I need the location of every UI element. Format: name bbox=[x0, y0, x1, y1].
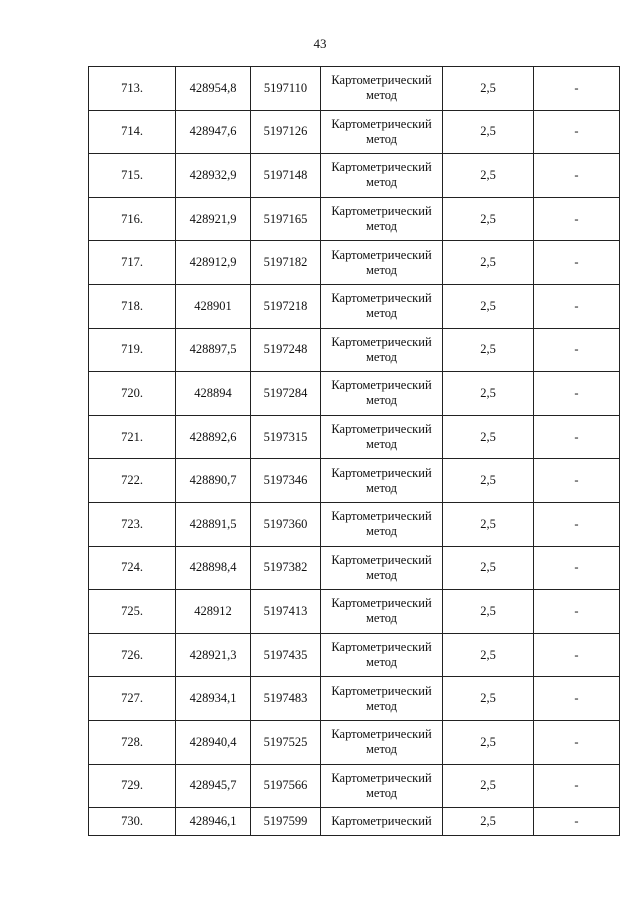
x-coordinate-cell: 428901 bbox=[176, 284, 251, 328]
y-coordinate-cell: 5197218 bbox=[251, 284, 321, 328]
method-text: Картометрический метод bbox=[331, 160, 432, 190]
method-text: Картометрический метод bbox=[331, 770, 432, 800]
point-number-cell: 722. bbox=[89, 459, 176, 503]
description-cell: - bbox=[534, 197, 620, 241]
description-cell: - bbox=[534, 372, 620, 416]
method-text: Картометрический метод bbox=[331, 727, 432, 757]
point-number-cell: 716. bbox=[89, 197, 176, 241]
x-coordinate-cell: 428892,6 bbox=[176, 415, 251, 459]
table-row bbox=[89, 459, 620, 503]
x-coordinate-cell: 428912,9 bbox=[176, 241, 251, 285]
page-number: 43 bbox=[313, 36, 327, 51]
method-cell bbox=[321, 67, 443, 111]
method-text: Картометрический bbox=[331, 814, 432, 829]
point-number-cell: 719. bbox=[89, 328, 176, 372]
method-text: Картометрический метод bbox=[331, 596, 432, 626]
method-text: Картометрический метод bbox=[331, 509, 432, 539]
point-number-cell: 725. bbox=[89, 590, 176, 634]
point-number-cell: 728. bbox=[89, 720, 176, 764]
table-row bbox=[89, 67, 620, 111]
method-cell bbox=[321, 459, 443, 503]
x-coordinate-cell: 428940,4 bbox=[176, 720, 251, 764]
y-coordinate-cell: 5197382 bbox=[251, 546, 321, 590]
method-cell bbox=[321, 372, 443, 416]
y-coordinate-cell: 5197284 bbox=[251, 372, 321, 416]
precision-cell: 2,5 bbox=[443, 459, 534, 503]
y-coordinate-cell: 5197248 bbox=[251, 328, 321, 372]
description-cell: - bbox=[534, 110, 620, 154]
precision-cell: 2,5 bbox=[443, 241, 534, 285]
y-coordinate-cell: 5197346 bbox=[251, 459, 321, 503]
method-text: Картометрический метод bbox=[331, 378, 432, 408]
table-row bbox=[89, 372, 620, 416]
precision-cell: 2,5 bbox=[443, 67, 534, 111]
method-cell bbox=[321, 197, 443, 241]
point-number-cell: 726. bbox=[89, 633, 176, 677]
method-text: Картометрический метод bbox=[331, 116, 432, 146]
precision-cell: 2,5 bbox=[443, 590, 534, 634]
y-coordinate-cell: 5197599 bbox=[251, 808, 321, 836]
point-number-cell: 721. bbox=[89, 415, 176, 459]
method-text: Картометрический метод bbox=[331, 683, 432, 713]
table-row bbox=[89, 502, 620, 546]
x-coordinate-cell: 428897,5 bbox=[176, 328, 251, 372]
y-coordinate-cell: 5197435 bbox=[251, 633, 321, 677]
precision-cell: 2,5 bbox=[443, 764, 534, 808]
y-coordinate-cell: 5197360 bbox=[251, 502, 321, 546]
method-cell bbox=[321, 808, 443, 836]
description-cell: - bbox=[534, 502, 620, 546]
table-row bbox=[89, 808, 620, 836]
description-cell: - bbox=[534, 633, 620, 677]
coordinates-table bbox=[88, 66, 620, 836]
method-cell bbox=[321, 764, 443, 808]
table-body bbox=[89, 67, 620, 836]
precision-cell: 2,5 bbox=[443, 328, 534, 372]
precision-cell: 2,5 bbox=[443, 502, 534, 546]
table-row bbox=[89, 110, 620, 154]
method-text: Картометрический метод bbox=[331, 640, 432, 670]
method-cell bbox=[321, 154, 443, 198]
precision-cell: 2,5 bbox=[443, 415, 534, 459]
x-coordinate-cell: 428898,4 bbox=[176, 546, 251, 590]
precision-cell: 2,5 bbox=[443, 372, 534, 416]
method-cell bbox=[321, 677, 443, 721]
method-cell bbox=[321, 590, 443, 634]
point-number-cell: 717. bbox=[89, 241, 176, 285]
description-cell: - bbox=[534, 590, 620, 634]
x-coordinate-cell: 428946,1 bbox=[176, 808, 251, 836]
method-text: Картометрический метод bbox=[331, 291, 432, 321]
point-number-cell: 718. bbox=[89, 284, 176, 328]
precision-cell: 2,5 bbox=[443, 546, 534, 590]
method-text: Картометрический метод bbox=[331, 247, 432, 277]
point-number-cell: 714. bbox=[89, 110, 176, 154]
method-text: Картометрический метод bbox=[331, 334, 432, 364]
y-coordinate-cell: 5197483 bbox=[251, 677, 321, 721]
description-cell: - bbox=[534, 720, 620, 764]
x-coordinate-cell: 428921,3 bbox=[176, 633, 251, 677]
point-number-cell: 724. bbox=[89, 546, 176, 590]
x-coordinate-cell: 428921,9 bbox=[176, 197, 251, 241]
point-number-cell: 727. bbox=[89, 677, 176, 721]
method-cell bbox=[321, 720, 443, 764]
precision-cell: 2,5 bbox=[443, 633, 534, 677]
method-text: Картометрический метод bbox=[331, 73, 432, 103]
y-coordinate-cell: 5197413 bbox=[251, 590, 321, 634]
table-row bbox=[89, 415, 620, 459]
method-text: Картометрический метод bbox=[331, 422, 432, 452]
method-cell bbox=[321, 633, 443, 677]
table-row bbox=[89, 154, 620, 198]
precision-cell: 2,5 bbox=[443, 677, 534, 721]
x-coordinate-cell: 428891,5 bbox=[176, 502, 251, 546]
method-text: Картометрический метод bbox=[331, 552, 432, 582]
x-coordinate-cell: 428954,8 bbox=[176, 67, 251, 111]
description-cell: - bbox=[534, 67, 620, 111]
description-cell: - bbox=[534, 154, 620, 198]
description-cell: - bbox=[534, 328, 620, 372]
y-coordinate-cell: 5197315 bbox=[251, 415, 321, 459]
precision-cell: 2,5 bbox=[443, 154, 534, 198]
point-number-cell: 723. bbox=[89, 502, 176, 546]
point-number-cell: 729. bbox=[89, 764, 176, 808]
method-cell bbox=[321, 110, 443, 154]
table-row bbox=[89, 284, 620, 328]
method-cell bbox=[321, 328, 443, 372]
x-coordinate-cell: 428945,7 bbox=[176, 764, 251, 808]
point-number-cell: 715. bbox=[89, 154, 176, 198]
method-cell bbox=[321, 502, 443, 546]
description-cell: - bbox=[534, 241, 620, 285]
table-row bbox=[89, 546, 620, 590]
method-text: Картометрический метод bbox=[331, 465, 432, 495]
x-coordinate-cell: 428912 bbox=[176, 590, 251, 634]
point-number-cell: 713. bbox=[89, 67, 176, 111]
method-cell bbox=[321, 415, 443, 459]
precision-cell: 2,5 bbox=[443, 110, 534, 154]
table-row bbox=[89, 720, 620, 764]
description-cell: - bbox=[534, 546, 620, 590]
x-coordinate-cell: 428894 bbox=[176, 372, 251, 416]
method-text: Картометрический метод bbox=[331, 204, 432, 234]
y-coordinate-cell: 5197566 bbox=[251, 764, 321, 808]
x-coordinate-cell: 428890,7 bbox=[176, 459, 251, 503]
y-coordinate-cell: 5197126 bbox=[251, 110, 321, 154]
description-cell: - bbox=[534, 764, 620, 808]
precision-cell: 2,5 bbox=[443, 720, 534, 764]
table-row bbox=[89, 677, 620, 721]
y-coordinate-cell: 5197525 bbox=[251, 720, 321, 764]
method-cell bbox=[321, 546, 443, 590]
description-cell: - bbox=[534, 677, 620, 721]
precision-cell: 2,5 bbox=[443, 197, 534, 241]
method-cell bbox=[321, 241, 443, 285]
y-coordinate-cell: 5197182 bbox=[251, 241, 321, 285]
method-cell bbox=[321, 284, 443, 328]
table-row bbox=[89, 328, 620, 372]
table-row bbox=[89, 764, 620, 808]
y-coordinate-cell: 5197110 bbox=[251, 67, 321, 111]
description-cell: - bbox=[534, 459, 620, 503]
y-coordinate-cell: 5197165 bbox=[251, 197, 321, 241]
x-coordinate-cell: 428932,9 bbox=[176, 154, 251, 198]
description-cell: - bbox=[534, 808, 620, 836]
description-cell: - bbox=[534, 284, 620, 328]
point-number-cell: 720. bbox=[89, 372, 176, 416]
x-coordinate-cell: 428934,1 bbox=[176, 677, 251, 721]
table-row bbox=[89, 633, 620, 677]
table-row bbox=[89, 241, 620, 285]
description-cell: - bbox=[534, 415, 620, 459]
y-coordinate-cell: 5197148 bbox=[251, 154, 321, 198]
table-row bbox=[89, 197, 620, 241]
precision-cell: 2,5 bbox=[443, 284, 534, 328]
point-number-cell: 730. bbox=[89, 808, 176, 836]
precision-cell: 2,5 bbox=[443, 808, 534, 836]
x-coordinate-cell: 428947,6 bbox=[176, 110, 251, 154]
table-row bbox=[89, 590, 620, 634]
